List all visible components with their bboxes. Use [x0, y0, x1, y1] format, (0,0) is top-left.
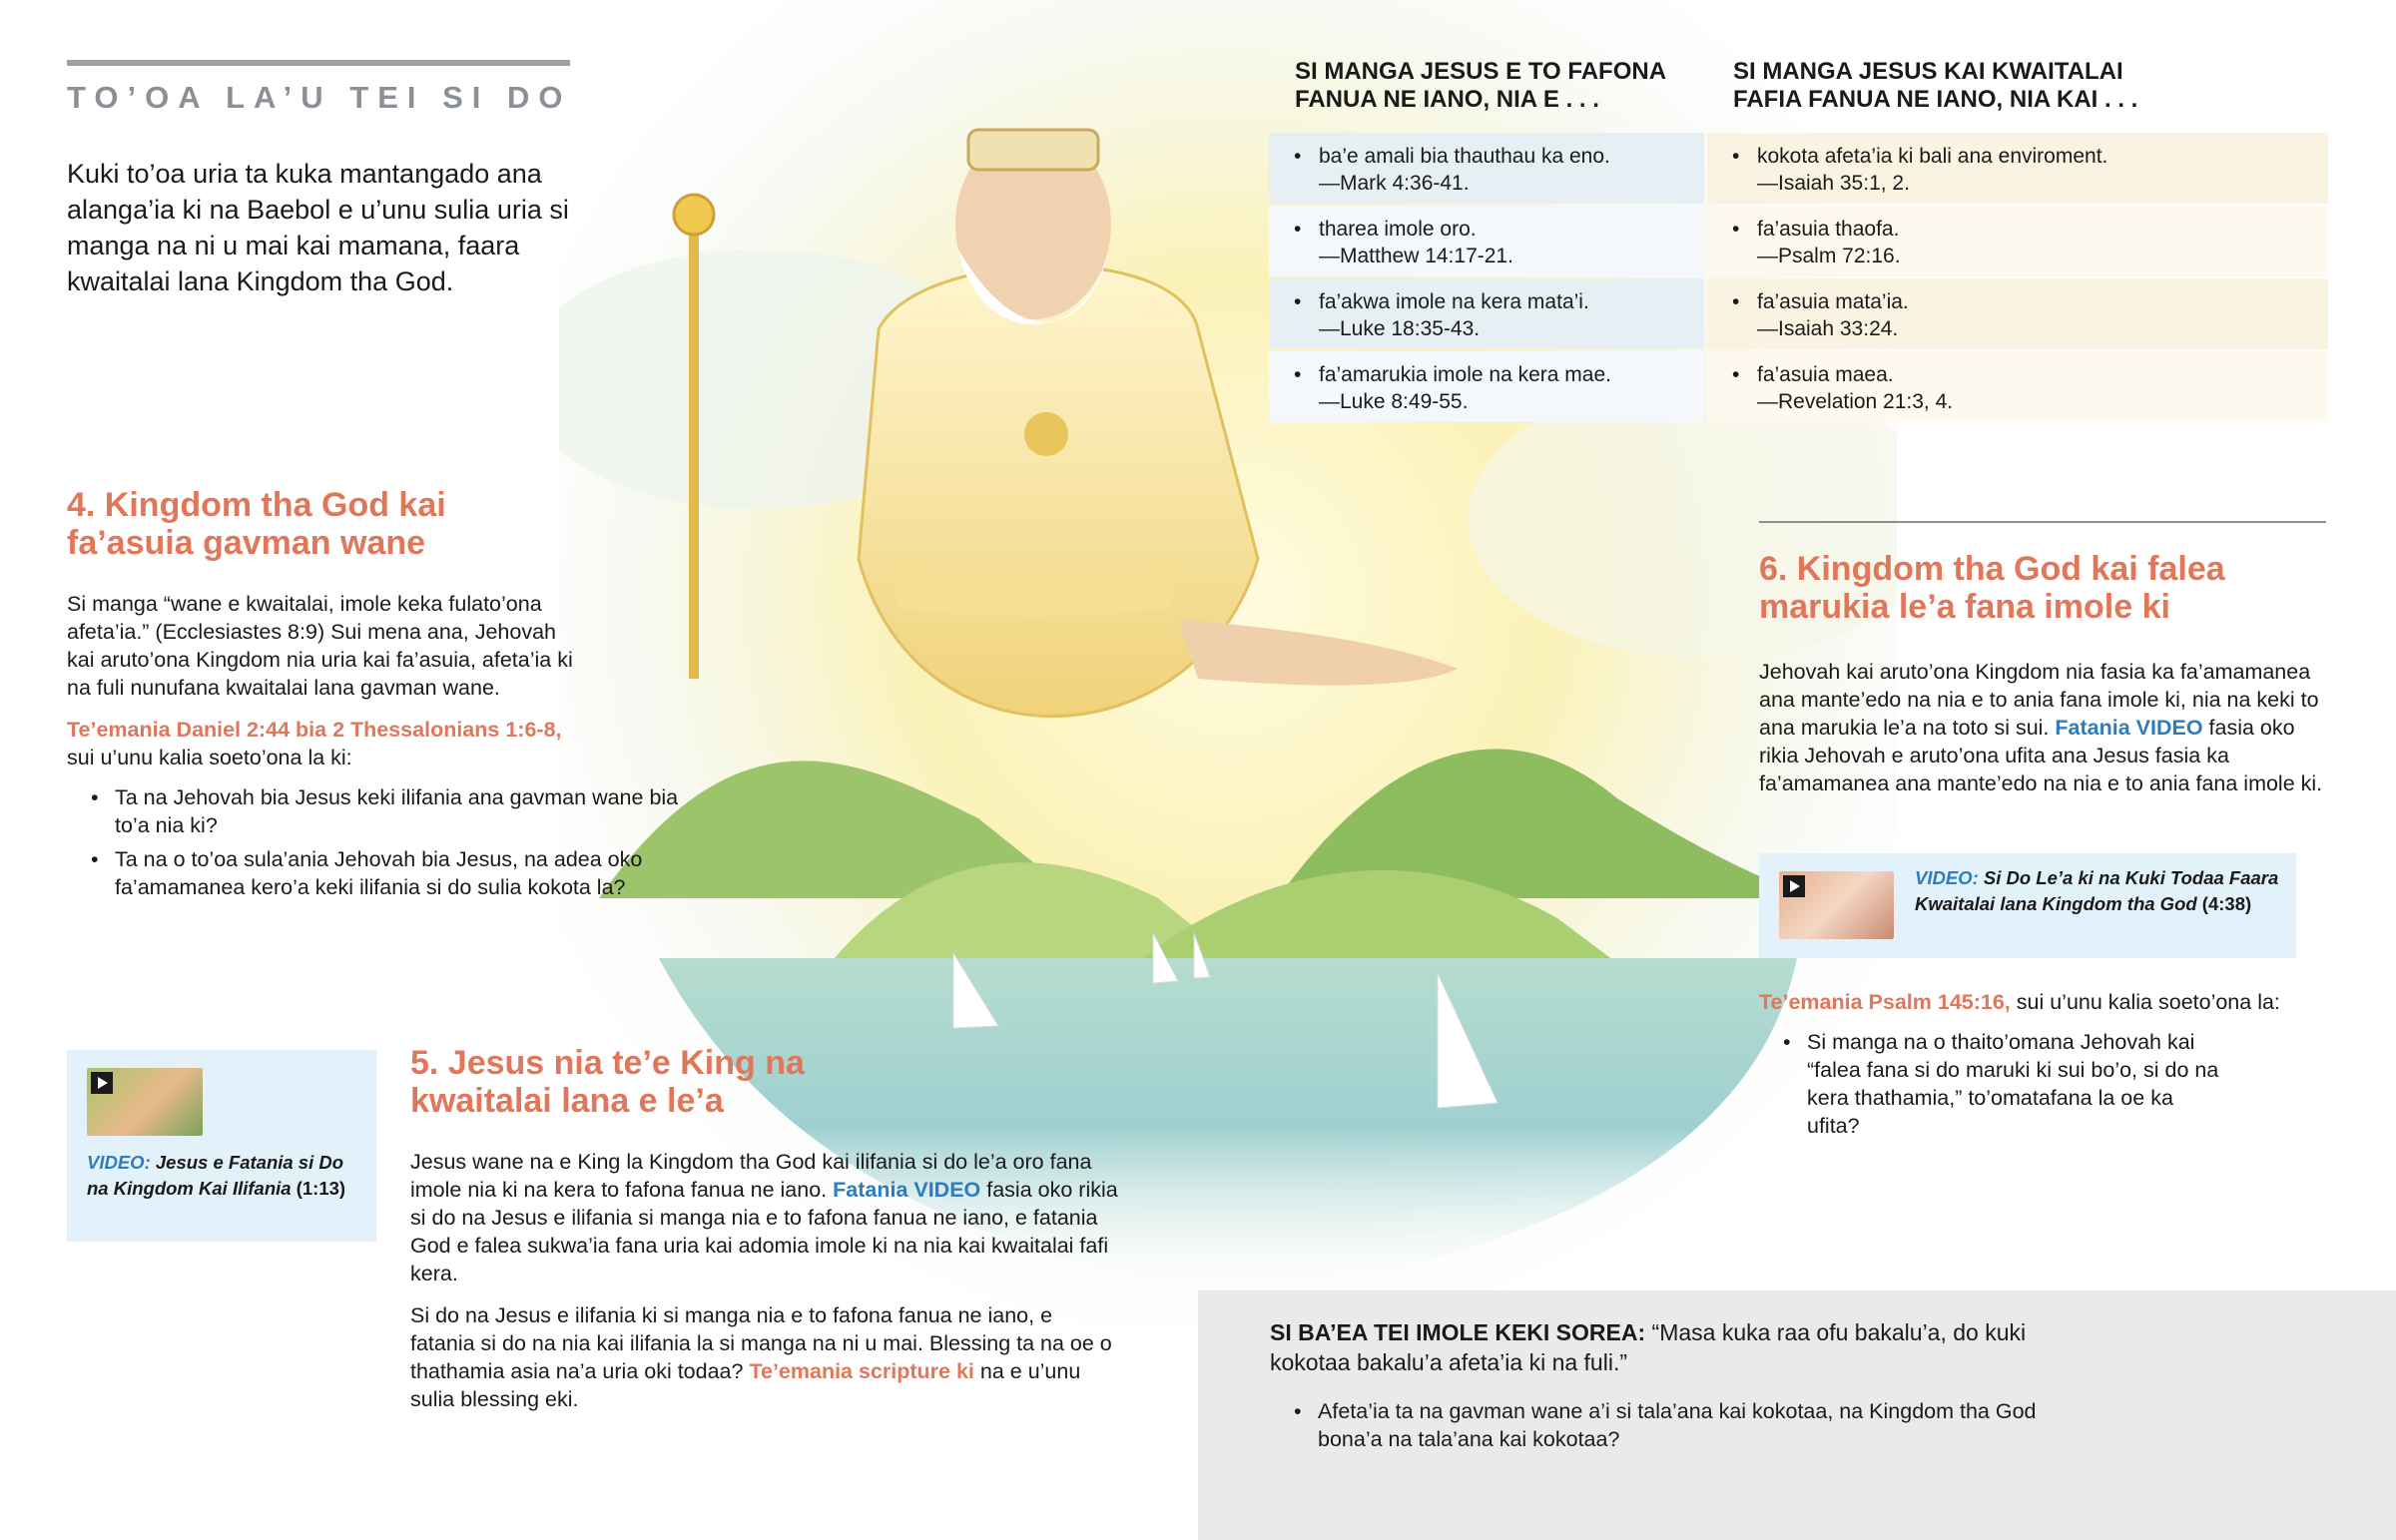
bullet-icon: • [1732, 290, 1740, 313]
video-duration: (4:38) [2196, 893, 2252, 914]
table-cell-reference[interactable]: —Revelation 21:3, 4. [1757, 390, 1954, 413]
section-4-title [67, 486, 626, 562]
top-rule [67, 60, 570, 66]
section-4-title-line1: 4. Kingdom tha God kai [67, 486, 446, 524]
section-4-title-line2: fa’asuia gavman wane [67, 524, 426, 562]
table-cell-text: fa’amarukia imole na kera mae. [1319, 363, 1611, 386]
table-cell-left [1269, 351, 1704, 422]
question-item: • Ta na Jehovah bia Jesus keki ilifania ana gavman wane bia to’a nia ki? [91, 783, 680, 839]
bullet-icon: • [1294, 290, 1302, 313]
question-item: • Afeta’ia ta na gavman wane a’i si tala’ana kai kokotaa, na Kingdom tha God bona’a na tala’ana kai kokotaa? [1294, 1397, 2093, 1453]
video-card-jesus-kingdom[interactable] [67, 1050, 376, 1242]
video-card-good-things[interactable] [1759, 853, 2296, 958]
section-6-questions [1783, 1028, 2222, 1146]
table-cell-reference[interactable]: —Mark 4:36-41. [1319, 172, 1470, 195]
table-cell-right [1707, 133, 2328, 204]
section-4-read-instruction [67, 716, 586, 771]
section-kicker: TO’OA LA’U TEI SI DO [67, 80, 572, 115]
question-item: • Si manga na o thaito’omana Jehovah kai “falea fana si do maruki ki sui bo’o, si do na kera thathamia,” to’omatafana la oe ka ufita? [1783, 1028, 2222, 1140]
table-cell-reference[interactable]: —Isaiah 35:1, 2. [1757, 172, 1910, 195]
video-caption [87, 1150, 356, 1202]
objection-quote: “Masa kuka raa ofu bakalu’a, do kuki kokotaa bakalu’a afeta’ia ki na fuli.” [1270, 1319, 2027, 1375]
section-6 [1759, 550, 2338, 797]
section-5-paragraph-2: Si do na Jesus e ilifania ki si manga nia e to fafona fanua ne iano, e fatania si do na nia kai ilifania la si manga na ni u mai. Blessing ta na oe o thathamia asia na’a uria oki todaa? Te’emania scripture ki na e u’unu sulia blessing eki. [410, 1303, 1112, 1411]
objection-text [1270, 1317, 2108, 1377]
video-label: VIDEO: [87, 1152, 151, 1173]
section-5-title-line1: 5. Jesus nia te’e King na [410, 1044, 805, 1082]
bullet-icon: • [1732, 218, 1740, 241]
table-cell-text: tharea imole oro. [1319, 218, 1477, 241]
table-heading-right: SI MANGA JESUS KAI KWAITALAI FAFIA FANUA NE IANO, NIA KAI . . . [1733, 58, 2138, 113]
table-cell-right [1707, 278, 2328, 349]
objection-heading: SI BA’EA TEI IMOLE KEKI SOREA: [1270, 1319, 1646, 1345]
bullet-icon: • [1294, 218, 1302, 241]
section-5 [410, 1044, 1129, 1413]
table-cell-left [1269, 278, 1704, 349]
table-cell-reference[interactable]: —Psalm 72:16. [1757, 245, 1901, 267]
video-caption [1915, 865, 2284, 917]
section-6-rule [1759, 521, 2326, 523]
section-6-body: Jehovah kai aruto’ona Kingdom nia fasia ka fa’amamanea ana mante’edo na nia e to ania fana imole ki, nia na keki to ana marukia le’a na toto si sui. Fatania VIDEO fasia oko rikia Jehovah e aruto’ona ufita ana Jesus fasia ka fa’amamanea ana mante’edo na nia e to ania fana imole ki. [1759, 660, 2323, 795]
video-title[interactable]: Si Do Le’a ki na Kuki Todaa Faara Kwaitalai lana Kingdom tha God [1915, 867, 2279, 914]
table-cell-right [1707, 206, 2328, 276]
video-label: VIDEO: [1915, 867, 1979, 888]
table-cell-text: kokota afeta’ia ki bali ana enviroment. [1757, 145, 2108, 168]
table-heading-left: SI MANGA JESUS E TO FAFONA FANUA NE IANO, NIA E . . . [1295, 58, 1666, 113]
read-scriptures-link[interactable]: Te’emania scripture ki [749, 1359, 974, 1383]
section-6-title-line1: 6. Kingdom tha God kai falea [1759, 550, 2225, 588]
table-cell-text: fa’akwa imole na kera mata’i. [1319, 290, 1589, 313]
table-cell-reference[interactable]: —Matthew 14:17-21. [1319, 245, 1513, 267]
table-cell-reference[interactable]: —Luke 8:49-55. [1319, 390, 1469, 413]
table-cell-text: ba’e amali bia thauthau ka eno. [1319, 145, 1610, 168]
section-5-paragraph-1: Jesus wane na e King la Kingdom tha God kai ilifania si do le’a oro fana imole nia ki na kera to fafona fanua ne iano. Fatania VIDEO fasia oko rikia si do na Jesus e ilifania si manga nia e to fafona fanua ne iano, e fatania God e falea sukwa’ia fana uria kai adomia imole ki na nia kai kwaitalai fafi kera. [410, 1150, 1118, 1285]
section-6-title-line2: marukia le’a fana imole ki [1759, 588, 2170, 626]
section-6-read-instruction: Te’emania Psalm 145:16, sui u’unu kalia soeto’ona la: [1759, 990, 2280, 1014]
play-icon[interactable] [91, 1072, 113, 1094]
play-icon[interactable] [1783, 875, 1805, 897]
table-cell-text: fa’asuia maea. [1757, 363, 1894, 386]
video-thumbnail[interactable] [87, 1068, 203, 1136]
watch-video-link[interactable]: Fatania VIDEO [2055, 716, 2203, 740]
question-item: • Ta na o to’oa sula’ania Jehovah bia Jesus, na adea oko fa’amamanea kero’a keki ilifania si do sulia kokota la? [91, 845, 680, 901]
objection-questions [1294, 1397, 2093, 1459]
bullet-icon: • [1732, 145, 1740, 168]
section-6-title [1759, 550, 2338, 626]
video-title[interactable]: Jesus e Fatania si Do na Kingdom Kai Ilifania [87, 1152, 344, 1199]
video-thumbnail[interactable] [1779, 871, 1894, 939]
read-instruction-text: sui u’unu kalia soeto’ona la ki: [67, 746, 352, 770]
video-duration: (1:13) [291, 1178, 346, 1199]
table-cell-left [1269, 133, 1704, 204]
section-4 [67, 486, 679, 907]
section-4-questions [91, 783, 680, 901]
table-cell-left [1269, 206, 1704, 276]
intro-paragraph: Kuki to’oa uria ta kuka mantangado ana alanga’ia ki na Baebol e u’unu sulia uria si manga na ni u mai kai mamana, faara kwaitalai lana Kingdom tha God. [67, 159, 569, 296]
table-cell-reference[interactable]: —Luke 18:35-43. [1319, 317, 1481, 340]
scripture-reference[interactable]: Te’emania Daniel 2:44 bia 2 Thessalonians 1:6-8, [67, 718, 562, 742]
table-cell-text: fa’asuia thaofa. [1757, 218, 1900, 241]
bullet-icon: • [1294, 145, 1302, 168]
section-4-body: Si manga “wane e kwaitalai, imole keka fulato’ona afeta’ia.” (Ecclesiastes 8:9) Sui mena ana, Jehovah kai aruto’ona Kingdom nia uria kai fa’asuia, afeta’ia ki na fuli nunufana kwaitalai lana gavman wane. [67, 592, 573, 700]
watch-video-link[interactable]: Fatania VIDEO [833, 1178, 981, 1202]
table-cell-right [1707, 351, 2328, 422]
section-5-title-line2: kwaitalai lana e le’a [410, 1082, 724, 1120]
table-cell-text: fa’asuia mata’ia. [1757, 290, 1909, 313]
table-cell-reference[interactable]: —Isaiah 33:24. [1757, 317, 1899, 340]
scripture-reference[interactable]: Te’emania Psalm 145:16, [1759, 990, 2011, 1014]
bullet-icon: • [1294, 363, 1302, 386]
section-5-title [410, 1044, 1129, 1120]
bullet-icon: • [1732, 363, 1740, 386]
